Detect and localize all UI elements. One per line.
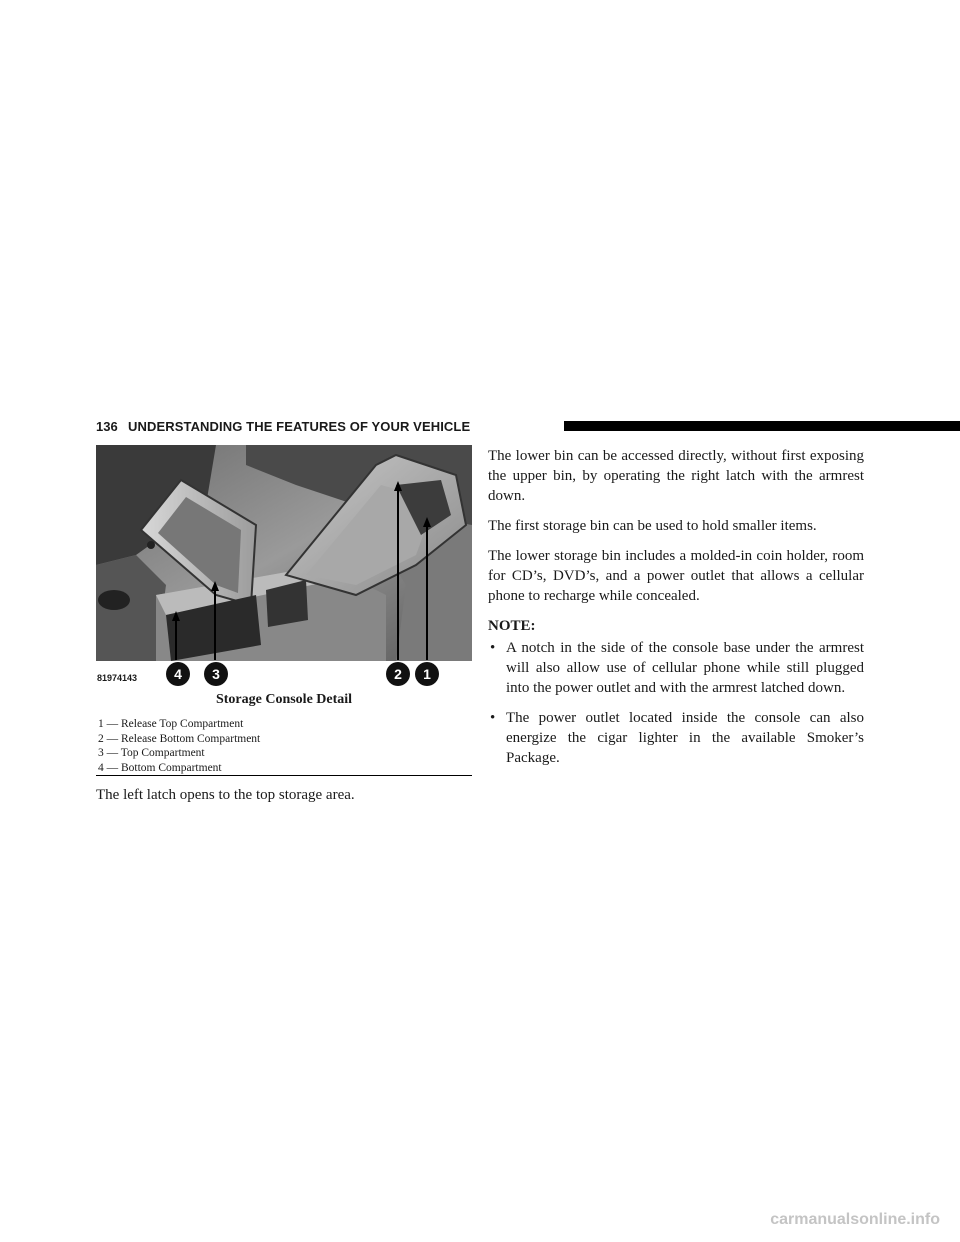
left-paragraph: The left latch opens to the top storage area.	[96, 787, 355, 803]
header-rule	[564, 421, 960, 431]
figure-legend	[98, 717, 260, 775]
svg-text:2: 2	[394, 666, 402, 682]
bullet-text: The power outlet located inside the console can also energize the cigar lighter in the available Smoker’s Package.	[506, 710, 864, 766]
callout-4	[166, 662, 190, 686]
legend-divider	[96, 775, 472, 776]
legend-item: 4 — Bottom Compartment	[98, 761, 222, 774]
page-header	[96, 416, 864, 436]
callout-markers	[96, 661, 472, 687]
bullet-text: A notch in the side of the console base under the armrest will also allow use of cellular phone while still plugged into the power outlet and with the armrest latched down.	[506, 640, 864, 696]
page-number: 136	[96, 419, 118, 434]
paragraph: The first storage bin can be used to hold smaller items.	[488, 518, 817, 534]
bullet-item	[488, 708, 864, 768]
paragraph: The lower storage bin includes a molded-in coin holder, room for CD’s, DVD’s, and a power outlet that allows a cellular phone to recharge while concealed.	[488, 548, 864, 604]
right-column	[488, 446, 864, 778]
note-label: NOTE:	[488, 618, 536, 634]
callout-3	[204, 662, 228, 686]
bullet-symbol: •	[490, 710, 496, 726]
bullet-symbol: •	[490, 640, 496, 656]
storage-console-photo	[96, 445, 472, 661]
legend-item: 1 — Release Top Compartment	[98, 718, 244, 730]
legend-item: 2 — Release Bottom Compartment	[98, 732, 261, 745]
figure-id: 81974143	[97, 673, 138, 683]
bullet-item	[488, 638, 864, 698]
watermark: carmanualsonline.info	[770, 1211, 940, 1228]
figure-caption: Storage Console Detail	[215, 692, 353, 707]
svg-text:4: 4	[174, 666, 182, 682]
callout-2	[386, 662, 410, 686]
paragraph: The lower bin can be accessed directly, without first exposing the upper bin, by operating the right latch with the armrest down.	[488, 448, 864, 504]
section-title: UNDERSTANDING THE FEATURES OF YOUR VEHICLE	[128, 419, 471, 434]
svg-text:3: 3	[212, 666, 220, 682]
legend-item: 3 — Top Compartment	[98, 747, 205, 759]
svg-text:1: 1	[423, 666, 431, 682]
callout-1	[415, 662, 439, 686]
